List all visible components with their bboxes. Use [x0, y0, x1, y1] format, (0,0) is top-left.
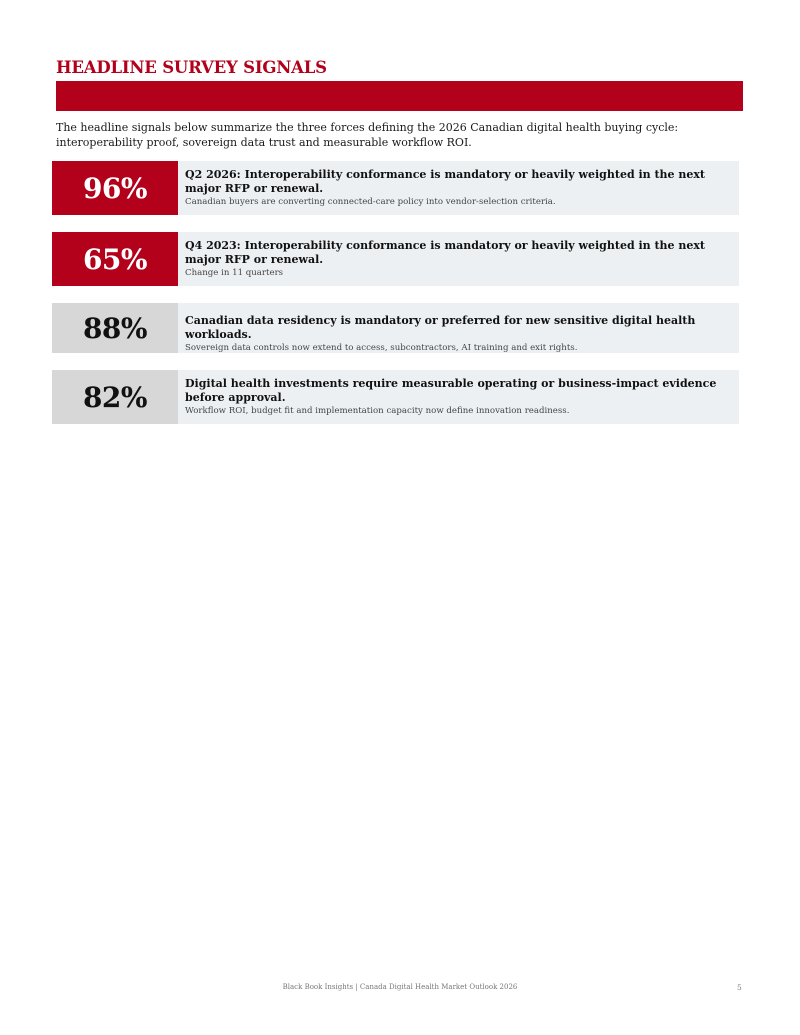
signal-subtext: Workflow ROI, budget fit and implementation capacity now define innovation readiness.	[185, 406, 570, 416]
signal-stat: 88%	[52, 303, 178, 353]
signal-body	[178, 232, 739, 286]
signal-stat: 96%	[52, 161, 178, 215]
signal-card	[52, 370, 739, 424]
signal-headline: Q4 2023: Interoperability conformance is mandatory or heavily weighted in the next major RFP or renewal.	[185, 239, 706, 266]
signal-card	[52, 161, 739, 215]
page-title: HEADLINE SURVEY SIGNALS	[56, 58, 327, 77]
signal-stat: 82%	[52, 370, 178, 424]
page-footer: Black Book Insights | Canada Digital Health Market Outlook 2026	[282, 983, 518, 991]
signal-headline: Digital health investments require measurable operating or business-impact evidence before approval.	[185, 377, 717, 404]
signal-body	[178, 370, 739, 424]
page-number: 5	[737, 983, 742, 992]
signal-subtext: Change in 11 quarters	[185, 268, 284, 278]
title-banner-bar	[56, 81, 743, 111]
signal-body	[178, 303, 739, 353]
signal-body	[178, 161, 739, 215]
signal-stat: 65%	[52, 232, 178, 286]
signal-card	[52, 303, 739, 353]
signal-subtext: Sovereign data controls now extend to access, subcontractors, AI training and exit rights.	[185, 343, 578, 353]
signal-subtext: Canadian buyers are converting connected-care policy into vendor-selection criteria.	[185, 197, 556, 207]
signal-headline: Canadian data residency is mandatory or preferred for new sensitive digital health workloads.	[185, 314, 696, 341]
signal-card	[52, 232, 739, 286]
intro-paragraph: The headline signals below summarize the three forces defining the 2026 Canadian digital health buying cycle: interoperability proof, sovereign data trust and measurable workflow ROI.	[56, 121, 679, 149]
signal-headline: Q2 2026: Interoperability conformance is mandatory or heavily weighted in the next major RFP or renewal.	[185, 168, 706, 195]
